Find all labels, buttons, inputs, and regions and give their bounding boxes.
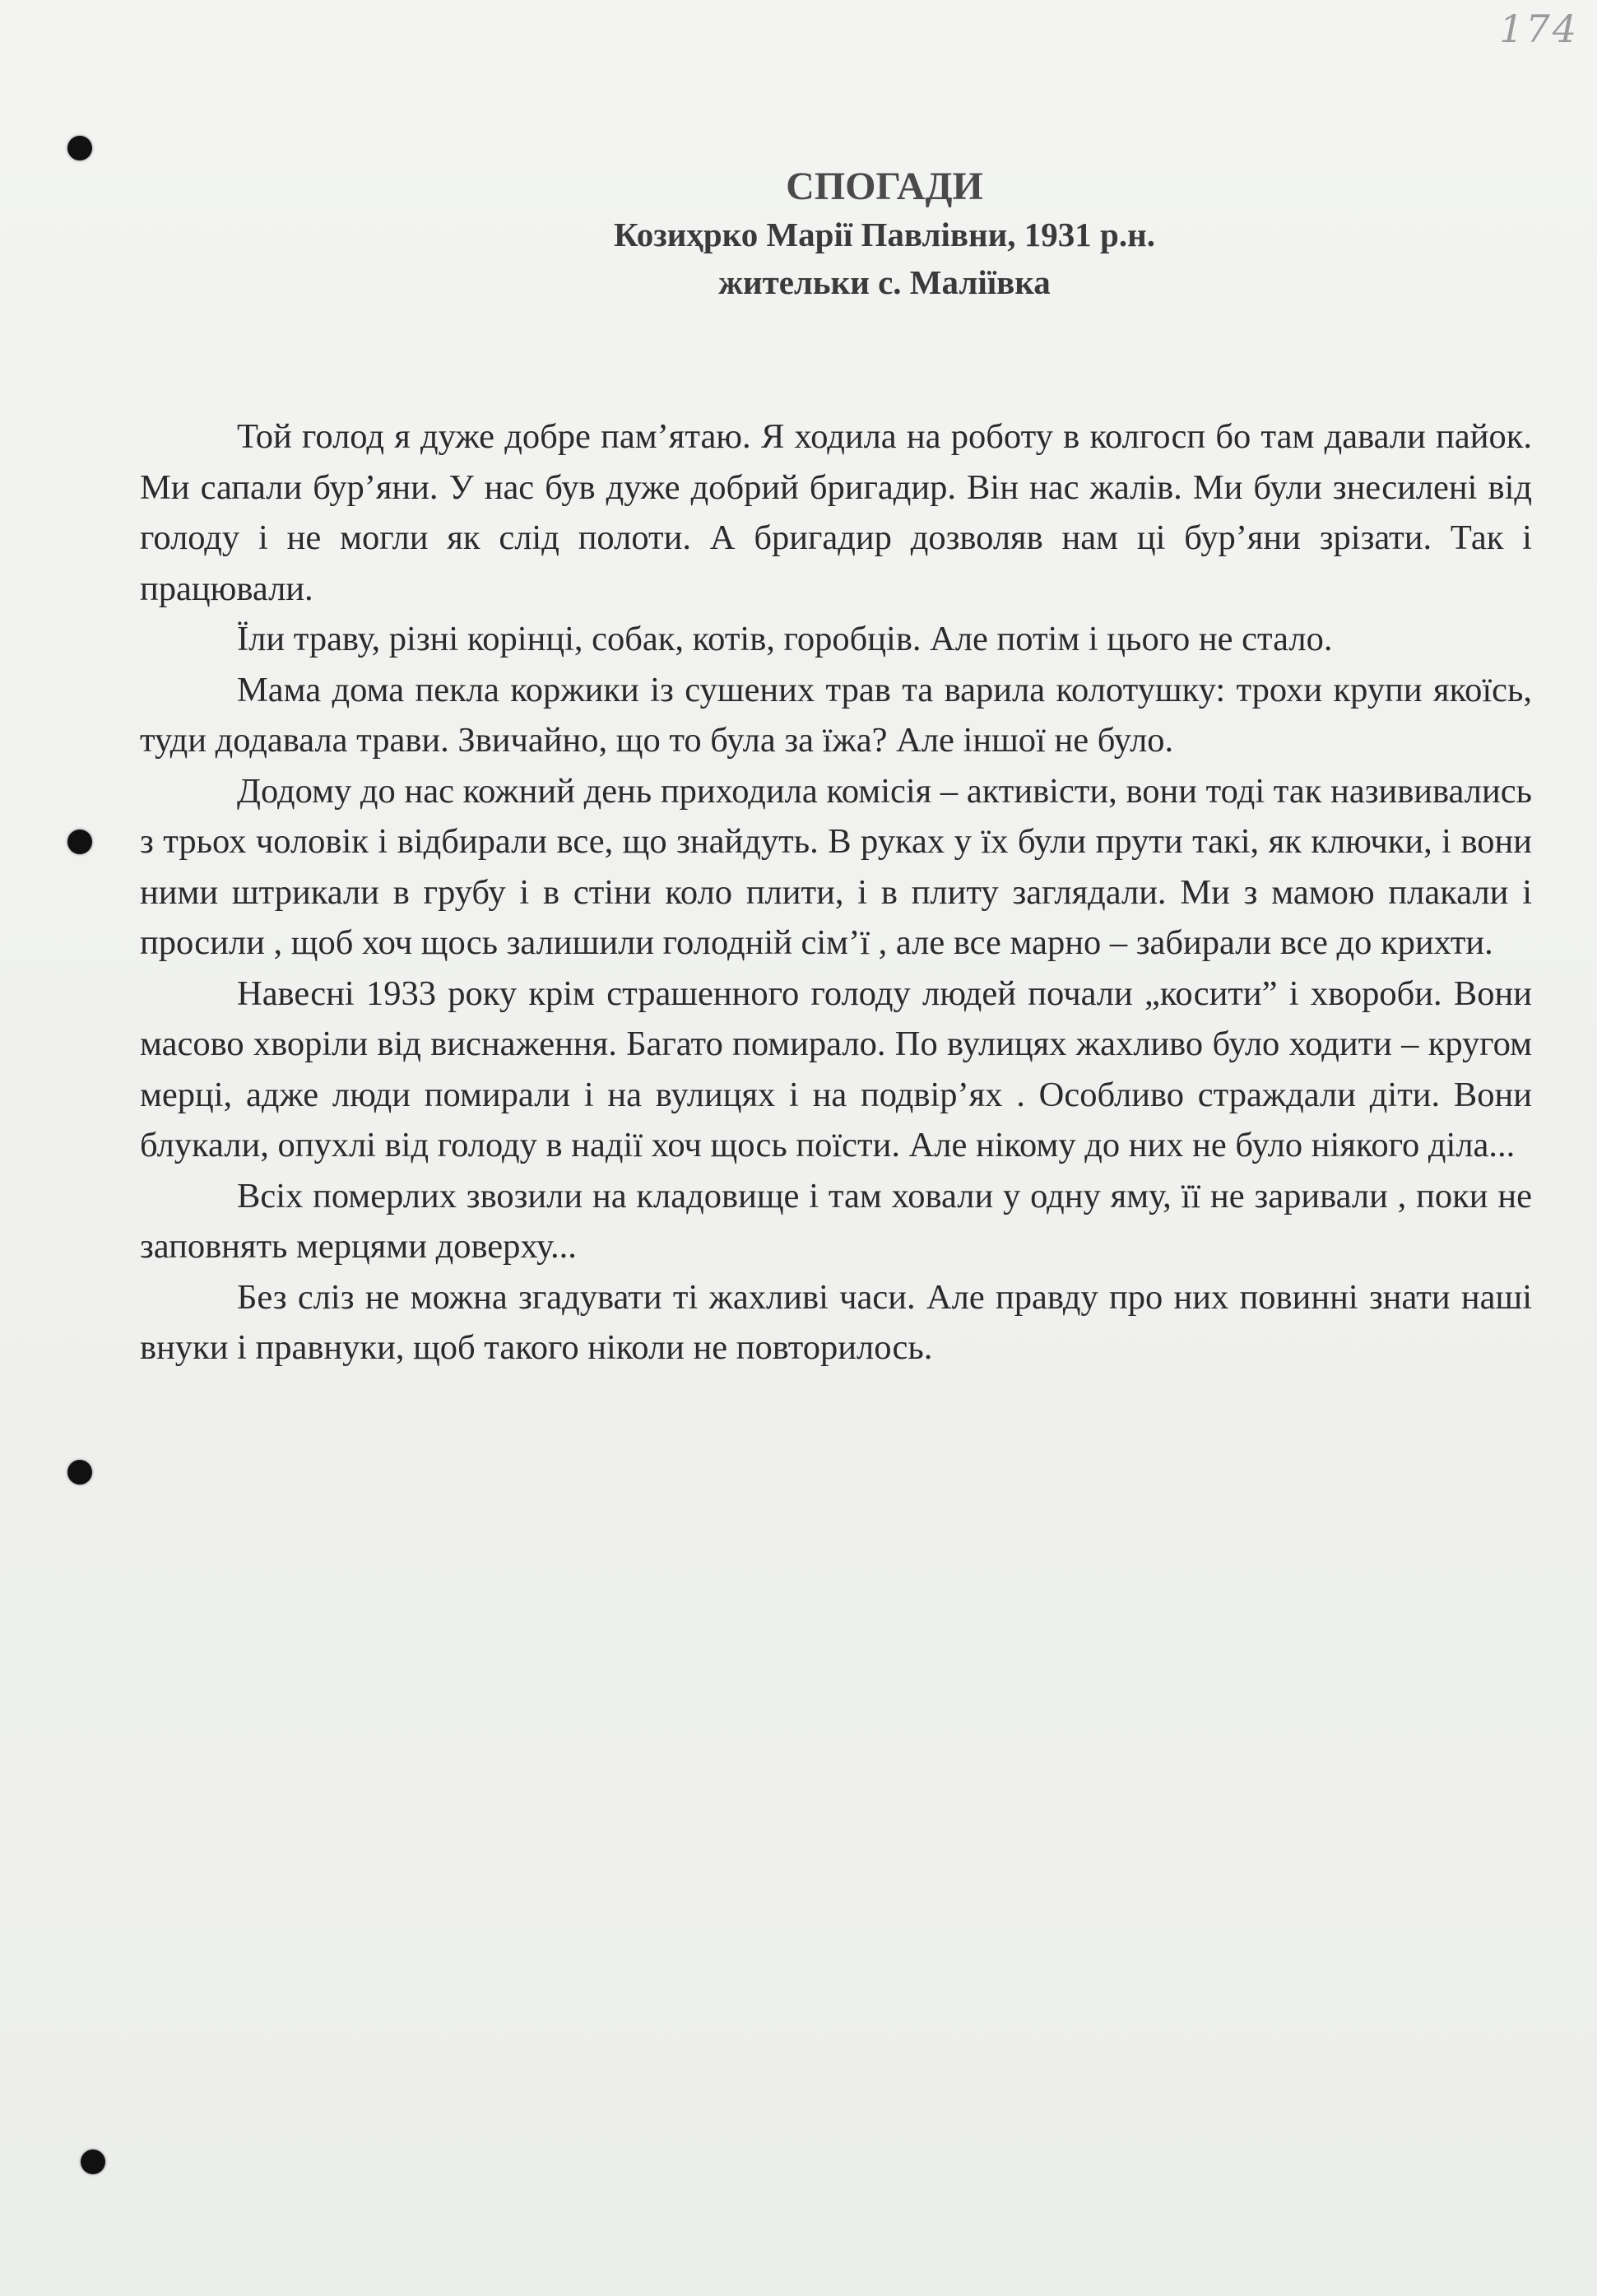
punch-hole — [67, 136, 92, 160]
paragraph: Їли траву, різні корінці, собак, котів, горобців. Але потім і цього не стало. — [237, 620, 1333, 658]
punch-hole — [81, 2150, 105, 2174]
paragraph: Той голод я дуже добре пам’ятаю. Я ходила на роботу в колгосп бо там давали пайок. Ми сапали бур’яни. У нас був дуже добрий бригадир. Він нас жалів. Ми були знесилені від голоду і не могли як слід полоти. А бригадир дозволяв нам ці бур’яни зрізати. Так і працювали. — [140, 417, 1532, 608]
archive-page-number: 174 — [1499, 7, 1579, 51]
paragraph: Додому до нас кожний день приходила комісія – активісти, вони тоді так назививались з трьох чоловік і відбирали все, що знайдуть. В руках у їх були прути такі, як ключки, і вони ними штрикали в грубу і в стіни коло плити, і в плиту заглядали. Ми з мамою плакали і просили , щоб хоч щось залишили голодній сім’ї , але все марно – забирали все до крихти. — [140, 771, 1532, 962]
paragraph: Навесні 1933 року крім страшенного голоду людей почали „косити” і хвороби. Вони масово хворіли від виснаження. Багато помирало. По вулицях жахливо було ходити – кругом мерці, адже люди помирали і на вулицях і на подвір’ях . Особливо страждали діти. Вони блукали, опухлі від голоду в надії хоч щось поїсти. Але нікому до них не було ніякого діла... — [140, 974, 1532, 1164]
document-header — [0, 163, 1597, 306]
punch-hole — [67, 830, 92, 854]
paragraph: Без сліз не можна згадувати ті жахливі часи. Але правду про них повинні знати наші внуки і правнуки, щоб такого ніколи не повторилось. — [140, 1277, 1532, 1367]
punch-hole — [67, 1460, 92, 1485]
author-line: Козиҳрко Марії Павлівни, 1931 р.н. — [614, 216, 1155, 253]
document-title: СПОГАДИ — [786, 165, 983, 208]
residence-line: жительки с. Маліївка — [718, 263, 1051, 301]
paragraph: Всіх померлих звозили на кладовище і там ховали у одну яму, її не заривали , поки не заповнять мерцями доверху... — [140, 1176, 1532, 1266]
paragraph: Мама дома пекла коржики із сушених трав та варила колотушку: трохи крупи якоїсь, туди додавала трави. Звичайно, що то була за їжа? Але іншої не було. — [140, 670, 1532, 760]
document-body — [140, 411, 1532, 1373]
